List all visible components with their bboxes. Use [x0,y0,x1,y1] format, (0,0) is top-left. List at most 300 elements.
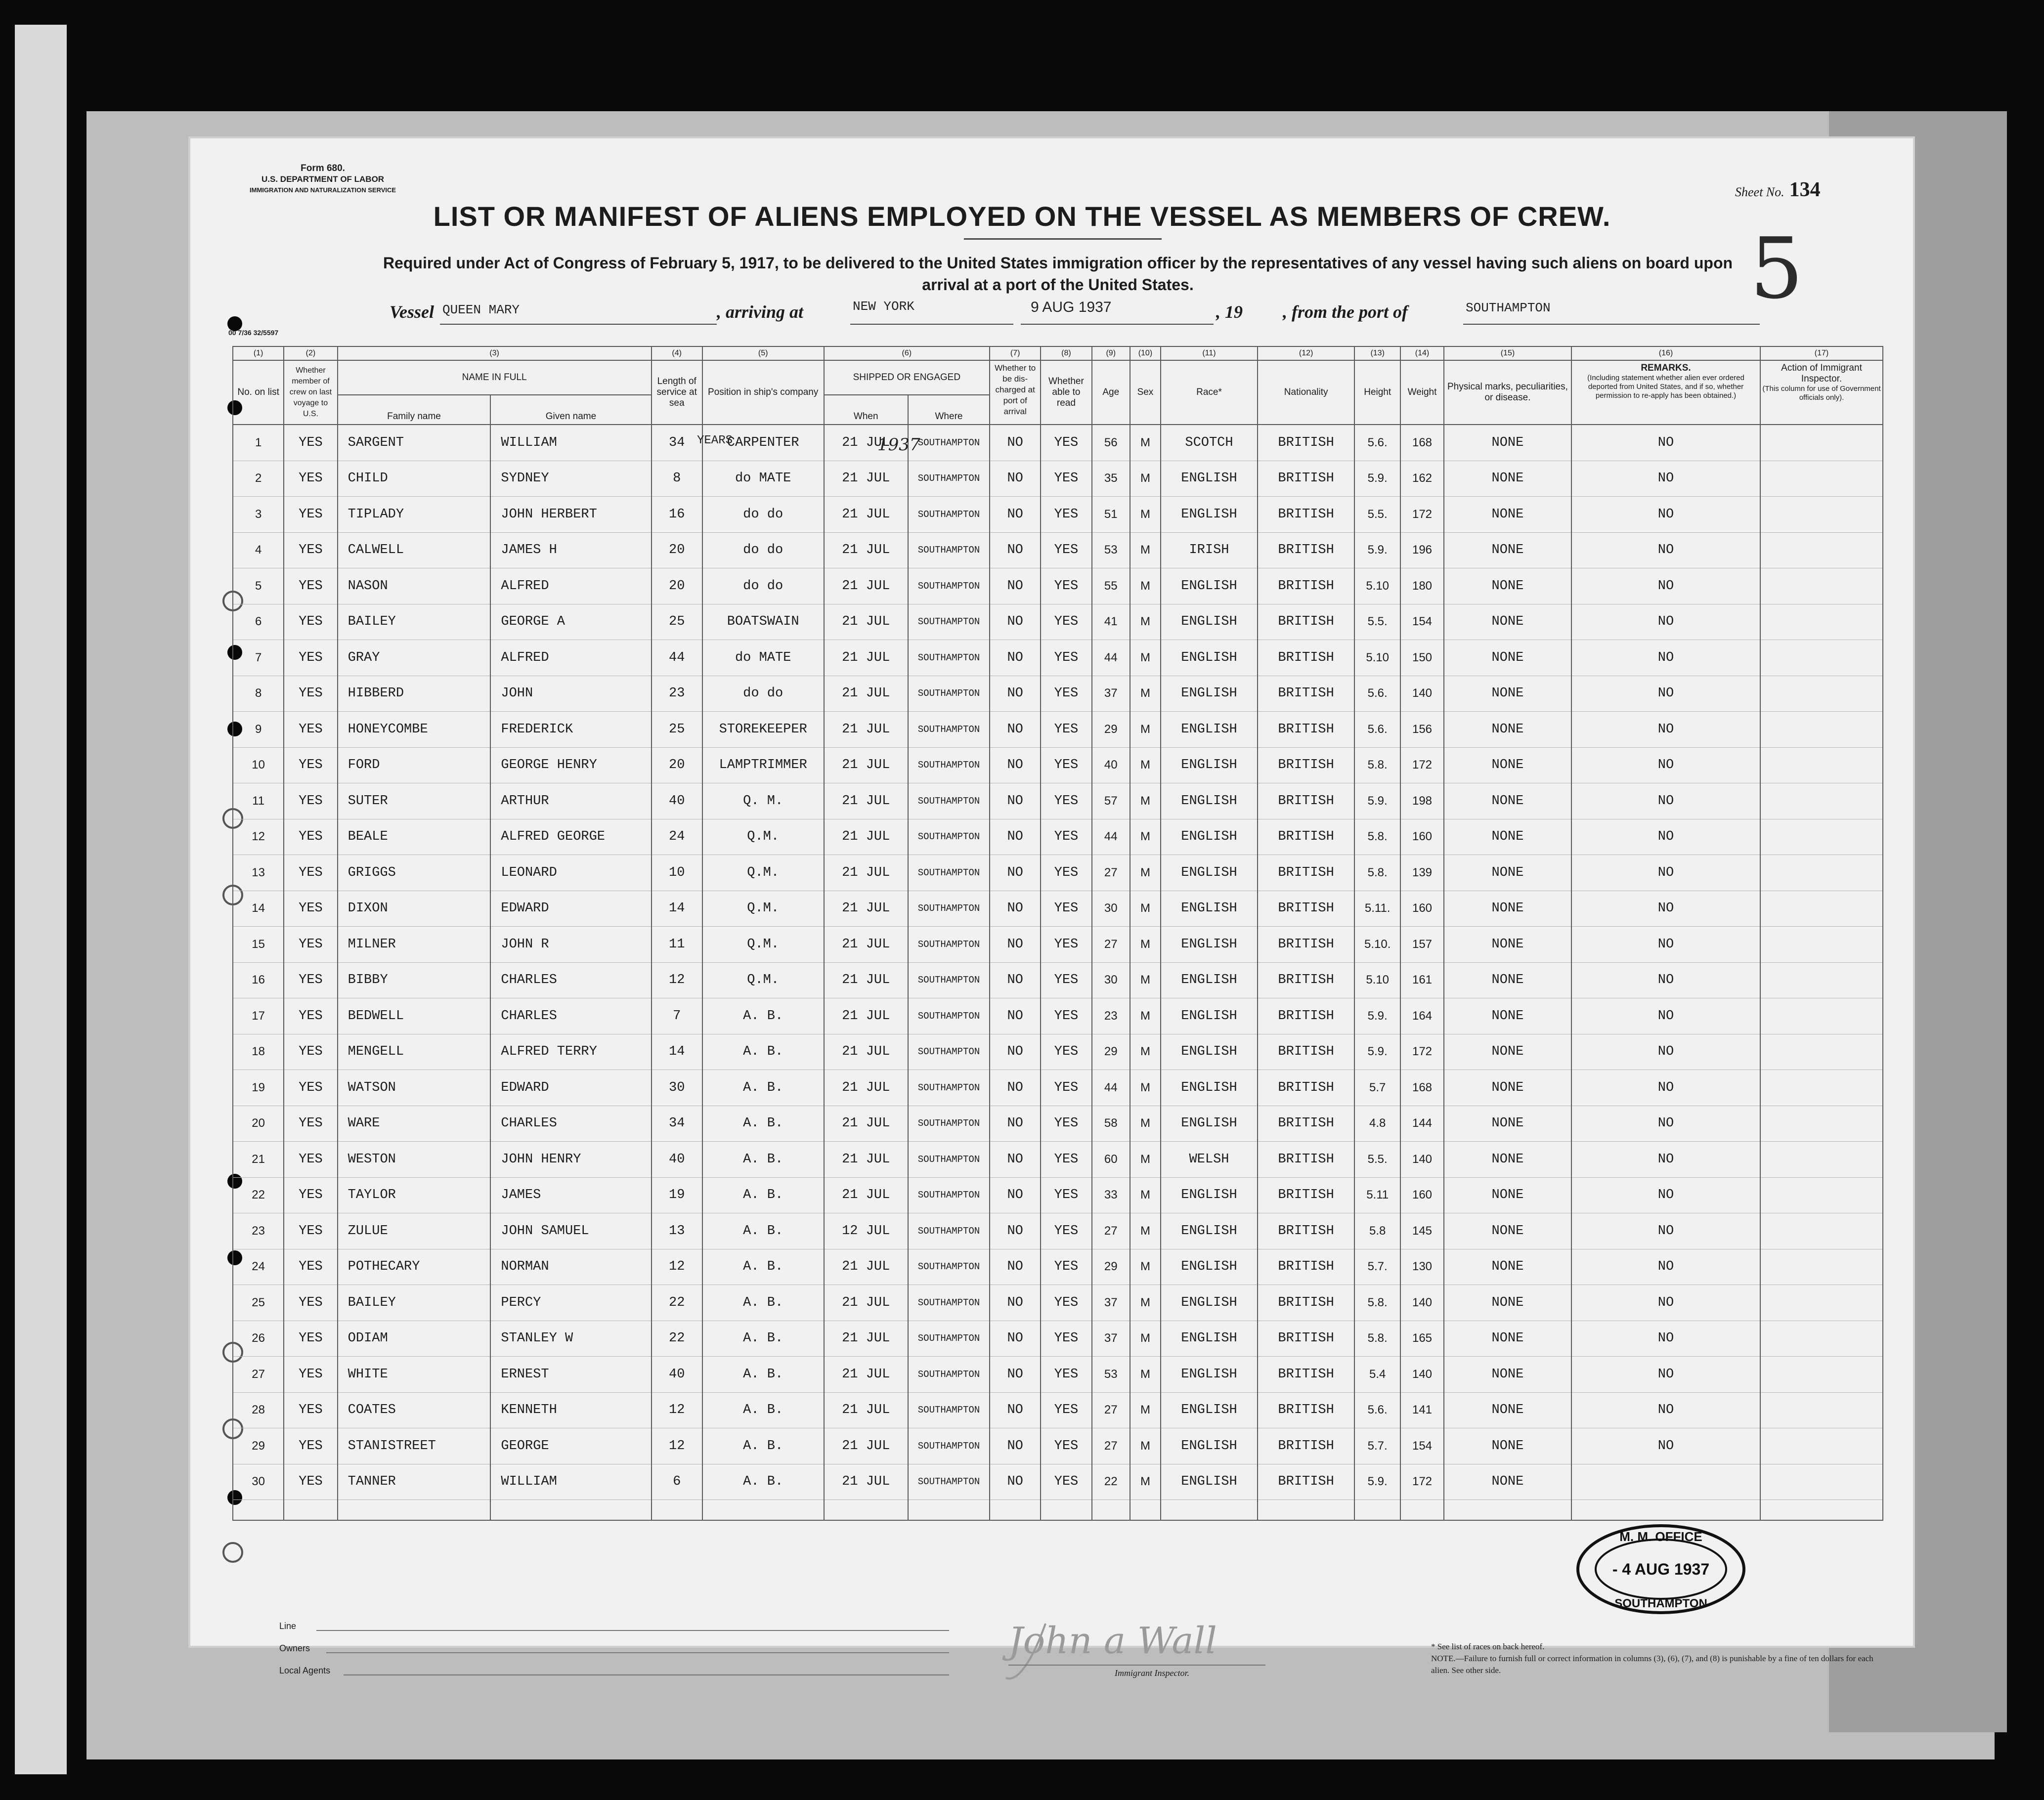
sex-cell: M [1130,604,1161,640]
shipped-where-cell: SOUTHAMPTON [908,1249,990,1285]
weight-cell: 161 [1400,962,1444,998]
sex-cell: M [1130,532,1161,568]
height-cell: 5.8 [1354,1213,1400,1249]
row-number: 13 [233,855,284,891]
shipped-when-cell: 21 JUL [824,962,908,998]
last-voyage-cell: YES [284,1249,337,1285]
action-cell [1760,1213,1883,1249]
discharged-cell: NO [990,1177,1041,1213]
race-cell: ENGLISH [1161,855,1258,891]
given-name-cell: LEONARD [490,855,651,891]
height-cell: 5.9. [1354,783,1400,819]
sex-cell: M [1130,1285,1161,1321]
discharged-cell: NO [990,604,1041,640]
race-cell: ENGLISH [1161,927,1258,963]
sex-cell: M [1130,927,1161,963]
physical-marks-cell: NONE [1444,855,1571,891]
position-cell: Q.M. [702,927,824,963]
shipped-when-cell: 21 JUL [824,819,908,855]
row-number: 12 [233,819,284,855]
age-cell: 27 [1092,927,1130,963]
table-row [233,1285,1883,1321]
colnum-9: (9) [1092,346,1130,360]
service-cell: 25 [652,712,702,748]
shipped-where-cell: SOUTHAMPTON [908,855,990,891]
empty-cell [1400,1500,1444,1521]
header-weight: Weight [1400,360,1444,425]
row-number: 5 [233,568,284,604]
age-cell: 55 [1092,568,1130,604]
given-name-cell: CHARLES [490,1106,651,1142]
discharged-cell: NO [990,676,1041,712]
row-number: 3 [233,497,284,533]
action-cell [1760,461,1883,497]
header-when: When [824,395,908,425]
given-name-cell: EDWARD [490,1070,651,1106]
physical-marks-cell: NONE [1444,1464,1571,1500]
empty-cell [490,1500,651,1521]
action-cell [1760,1177,1883,1213]
age-cell: 29 [1092,712,1130,748]
colnum-11: (11) [1161,346,1258,360]
action-cell [1760,640,1883,676]
table-row [233,568,1883,604]
discharged-cell: NO [990,819,1041,855]
table-row [233,425,1883,461]
column-number-row [233,346,1883,360]
row-number: 11 [233,783,284,819]
position-cell: Q.M. [702,855,824,891]
weight-cell: 140 [1400,676,1444,712]
service-cell: 20 [652,532,702,568]
nationality-cell: BRITISH [1258,1428,1354,1464]
physical-marks-cell: NONE [1444,532,1571,568]
read-cell: YES [1041,891,1091,927]
shipped-where-cell: SOUTHAMPTON [908,461,990,497]
race-cell: ENGLISH [1161,962,1258,998]
nationality-cell: BRITISH [1258,461,1354,497]
family-name-cell: COATES [338,1392,491,1428]
row-number: 7 [233,640,284,676]
colnum-1: (1) [233,346,284,360]
height-cell: 5.6. [1354,676,1400,712]
family-name-cell: FORD [338,747,491,783]
sheet-value: 134 [1789,178,1821,201]
position-cell: Q.M. [702,819,824,855]
nationality-cell: BRITISH [1258,1177,1354,1213]
age-cell: 30 [1092,962,1130,998]
form-number: Form 680. [301,163,345,173]
read-cell: YES [1041,1428,1091,1464]
height-cell: 5.5. [1354,497,1400,533]
discharged-cell: NO [990,497,1041,533]
action-cell [1760,783,1883,819]
nationality-cell: BRITISH [1258,891,1354,927]
table-row [233,891,1883,927]
last-voyage-cell: YES [284,1177,337,1213]
race-cell: ENGLISH [1161,1392,1258,1428]
weight-cell: 150 [1400,640,1444,676]
colnum-15: (15) [1444,346,1571,360]
read-cell: YES [1041,1070,1091,1106]
position-cell: do do [702,676,824,712]
table-row [233,998,1883,1034]
empty-cell [908,1500,990,1521]
row-number: 1 [233,425,284,461]
height-cell: 5.5. [1354,1142,1400,1178]
footer-line-rule [316,1630,949,1631]
height-cell: 5.4 [1354,1357,1400,1393]
weight-cell: 168 [1400,1070,1444,1106]
remarks-cell: NO [1571,1106,1760,1142]
position-cell: BOATSWAIN [702,604,824,640]
age-cell: 53 [1092,532,1130,568]
shipped-where-cell: SOUTHAMPTON [908,927,990,963]
shipped-where-cell: SOUTHAMPTON [908,425,990,461]
shipped-when-cell: 21 JUL [824,1106,908,1142]
discharged-cell: NO [990,1034,1041,1070]
shipped-where-cell: SOUTHAMPTON [908,1285,990,1321]
shipped-where-cell: SOUTHAMPTON [908,1357,990,1393]
position-cell: Q.M. [702,962,824,998]
service-cell: 24 [652,819,702,855]
sex-cell: M [1130,1357,1161,1393]
vessel-label: Vessel [390,302,434,322]
family-name-cell: WARE [338,1106,491,1142]
action-cell [1760,425,1883,461]
sex-cell: M [1130,962,1161,998]
race-cell: ENGLISH [1161,1464,1258,1500]
given-name-cell: JOHN SAMUEL [490,1213,651,1249]
remarks-cell: NO [1571,497,1760,533]
shipped-when-cell: 21 JUL [824,747,908,783]
shipped-when-cell: 21 JUL [824,783,908,819]
given-name-cell: EDWARD [490,891,651,927]
height-cell: 5.11. [1354,891,1400,927]
family-name-cell: HIBBERD [338,676,491,712]
discharged-cell: NO [990,1392,1041,1428]
stamp-top: M. M. OFFICE [1619,1529,1702,1544]
empty-cell [702,1500,824,1521]
age-cell: 44 [1092,819,1130,855]
nationality-cell: BRITISH [1258,962,1354,998]
table-row [233,1357,1883,1393]
last-voyage-cell: YES [284,1106,337,1142]
race-cell: ENGLISH [1161,1428,1258,1464]
sex-cell: M [1130,1106,1161,1142]
colnum-3: (3) [338,346,652,360]
from-label: , from the port of [1283,302,1408,322]
empty-cell [652,1500,702,1521]
colnum-14: (14) [1400,346,1444,360]
note-races: * See list of races on back hereof. [1431,1642,1545,1651]
shipped-where-cell: SOUTHAMPTON [908,819,990,855]
empty-cell [1760,1500,1883,1521]
row-number: 2 [233,461,284,497]
read-cell: YES [1041,1321,1091,1357]
service-cell: 10 [652,855,702,891]
read-cell: YES [1041,962,1091,998]
footer-line-label: Line [279,1621,297,1631]
shipped-where-cell: SOUTHAMPTON [908,1106,990,1142]
row-number: 29 [233,1428,284,1464]
sex-cell: M [1130,1464,1161,1500]
remarks-cell: NO [1571,783,1760,819]
last-voyage-cell: YES [284,497,337,533]
action-cell [1760,998,1883,1034]
action-cell [1760,568,1883,604]
race-cell: ENGLISH [1161,1321,1258,1357]
height-cell: 5.9. [1354,1034,1400,1070]
weight-cell: 141 [1400,1392,1444,1428]
row-number: 4 [233,532,284,568]
action-cell [1760,604,1883,640]
shipped-where-cell: SOUTHAMPTON [908,712,990,748]
sheet-number [1735,178,1821,202]
race-cell: ENGLISH [1161,1034,1258,1070]
colnum-16: (16) [1571,346,1760,360]
position-cell: A. B. [702,1177,824,1213]
physical-marks-cell: NONE [1444,676,1571,712]
physical-marks-cell: NONE [1444,1142,1571,1178]
remarks-cell [1571,1464,1760,1500]
remarks-cell: NO [1571,1249,1760,1285]
weight-cell: 162 [1400,461,1444,497]
nationality-cell: BRITISH [1258,532,1354,568]
family-name-cell: TANNER [338,1464,491,1500]
nationality-cell: BRITISH [1258,712,1354,748]
race-cell: ENGLISH [1161,568,1258,604]
row-number: 17 [233,998,284,1034]
read-cell: YES [1041,1142,1091,1178]
nationality-cell: BRITISH [1258,497,1354,533]
page-title: LIST OR MANIFEST OF ALIENS EMPLOYED ON THE VESSEL AS MEMBERS OF CREW. [433,201,1611,232]
shipped-where-cell: SOUTHAMPTON [908,962,990,998]
arrival-date: 9 AUG 1937 [1031,299,1112,315]
shipped-when-cell: 21 JUL [824,1321,908,1357]
height-cell: 5.10 [1354,568,1400,604]
last-voyage-cell: YES [284,1070,337,1106]
given-name-cell: PERCY [490,1285,651,1321]
crew-rows [233,425,1883,1520]
sex-cell: M [1130,747,1161,783]
header-position: Position in ship's company [702,360,824,425]
service-cell: 44 [652,640,702,676]
shipped-where-cell: SOUTHAMPTON [908,1321,990,1357]
header-discharged: Whether to be dis-charged at port of arrival [990,360,1041,425]
action-cell [1760,1106,1883,1142]
physical-marks-cell: NONE [1444,1177,1571,1213]
shipped-where-cell: SOUTHAMPTON [908,1034,990,1070]
shipped-when-cell: 21 JUL [824,497,908,533]
action-title: Action of Immigrant Inspector. [1781,363,1862,384]
table-row [233,747,1883,783]
position-cell: A. B. [702,1392,824,1428]
table-row [233,1034,1883,1070]
sex-cell: M [1130,497,1161,533]
colnum-10: (10) [1130,346,1161,360]
footer-owners-label: Owners [279,1643,310,1653]
header-race: Race* [1161,360,1258,425]
weight-cell: 196 [1400,532,1444,568]
binder-strip [15,25,67,1774]
remarks-cell: NO [1571,568,1760,604]
row-number: 24 [233,1249,284,1285]
service-cell: 40 [652,1357,702,1393]
position-cell: A. B. [702,1357,824,1393]
header-where: Where [908,395,990,425]
nationality-cell: BRITISH [1258,747,1354,783]
physical-marks-cell: NONE [1444,891,1571,927]
remarks-cell: NO [1571,1142,1760,1178]
sex-cell: M [1130,1428,1161,1464]
service-cell: 34 [652,1106,702,1142]
action-cell [1760,1034,1883,1070]
given-name-cell: JOHN [490,676,651,712]
nationality-cell: BRITISH [1258,819,1354,855]
discharged-cell: NO [990,855,1041,891]
shipped-where-cell: SOUTHAMPTON [908,1070,990,1106]
given-name-cell: CHARLES [490,962,651,998]
read-cell: YES [1041,497,1091,533]
discharged-cell: NO [990,461,1041,497]
age-cell: 37 [1092,1321,1130,1357]
service-cell: 19 [652,1177,702,1213]
handwritten-number: 5 [1750,220,1804,318]
weight-cell: 140 [1400,1357,1444,1393]
nationality-cell: BRITISH [1258,1321,1354,1357]
shipped-where-cell: SOUTHAMPTON [908,1177,990,1213]
position-cell: do do [702,568,824,604]
nationality-cell: BRITISH [1258,1249,1354,1285]
weight-cell: 160 [1400,1177,1444,1213]
service-cell: 8 [652,461,702,497]
given-name-cell: GEORGE [490,1428,651,1464]
read-cell: YES [1041,1464,1091,1500]
race-cell: ENGLISH [1161,747,1258,783]
shipped-where-cell: SOUTHAMPTON [908,783,990,819]
shipped-when-cell: 21 JUL [824,998,908,1034]
discharged-cell: NO [990,891,1041,927]
table-end-row [233,1500,1883,1521]
read-cell: YES [1041,1285,1091,1321]
given-name-cell: JOHN R [490,927,651,963]
empty-cell [338,1500,491,1521]
age-cell: 27 [1092,1428,1130,1464]
physical-marks-cell: NONE [1444,1285,1571,1321]
remarks-cell: NO [1571,425,1760,461]
vessel-name: QUEEN MARY [442,302,520,317]
empty-cell [824,1500,908,1521]
race-cell: IRISH [1161,532,1258,568]
read-cell: YES [1041,425,1091,461]
last-voyage-cell: YES [284,1285,337,1321]
arriving-label: , arriving at [717,302,804,322]
height-cell: 5.10. [1354,927,1400,963]
nationality-cell: BRITISH [1258,998,1354,1034]
last-voyage-cell: YES [284,962,337,998]
sex-cell: M [1130,1249,1161,1285]
position-cell: A. B. [702,1321,824,1357]
table-row [233,962,1883,998]
position-cell: LAMPTRIMMER [702,747,824,783]
height-cell: 5.7. [1354,1249,1400,1285]
discharged-cell: NO [990,1321,1041,1357]
colnum-12: (12) [1258,346,1354,360]
service: IMMIGRATION AND NATURALIZATION SERVICE [250,186,396,194]
shipped-when-cell: 21 JUL [824,1177,908,1213]
nationality-cell: BRITISH [1258,1034,1354,1070]
stamp-bottom: SOUTHAMPTON [1614,1597,1707,1610]
given-name-cell: ALFRED [490,640,651,676]
weight-cell: 172 [1400,497,1444,533]
remarks-title: REMARKS. [1641,363,1691,373]
service-cell: 40 [652,783,702,819]
family-name-cell: WHITE [338,1357,491,1393]
weight-cell: 140 [1400,1285,1444,1321]
position-cell: A. B. [702,1070,824,1106]
height-cell: 5.6. [1354,1392,1400,1428]
row-number: 23 [233,1213,284,1249]
table-row [233,1070,1883,1106]
shipped-when-cell: 21 JUL [824,712,908,748]
height-cell: 5.9. [1354,1464,1400,1500]
signature-text: John a Wall [1008,1620,1217,1662]
row-number: 15 [233,927,284,963]
row-number: 20 [233,1106,284,1142]
shipped-where-cell: SOUTHAMPTON [908,568,990,604]
service-cell: 13 [652,1213,702,1249]
action-cell [1760,962,1883,998]
shipped-when-cell: 21 JUL [824,1428,908,1464]
last-voyage-cell: YES [284,1392,337,1428]
shipped-when-cell: 21 JUL [824,676,908,712]
discharged-cell: NO [990,425,1041,461]
table-row [233,1392,1883,1428]
action-cell [1760,747,1883,783]
height-cell: 5.6. [1354,425,1400,461]
position-cell: CARPENTER [702,425,824,461]
height-cell: 5.7 [1354,1070,1400,1106]
race-cell: ENGLISH [1161,461,1258,497]
height-cell: 4.8 [1354,1106,1400,1142]
position-cell: A. B. [702,1213,824,1249]
last-voyage-cell: YES [284,927,337,963]
row-number: 27 [233,1357,284,1393]
read-cell: YES [1041,819,1091,855]
shipped-when-cell: 21 JUL [824,568,908,604]
form-code: 00 7/36 32/5597 [228,329,279,337]
action-cell [1760,1070,1883,1106]
year-label: , 19 [1216,302,1243,322]
height-cell: 5.5. [1354,604,1400,640]
family-name-cell: BAILEY [338,604,491,640]
physical-marks-cell: NONE [1444,712,1571,748]
remarks-cell: NO [1571,640,1760,676]
weight-cell: 198 [1400,783,1444,819]
action-cell [1760,1142,1883,1178]
empty-cell [1161,1500,1258,1521]
row-number: 30 [233,1464,284,1500]
read-cell: YES [1041,676,1091,712]
sex-cell: M [1130,1142,1161,1178]
age-cell: 23 [1092,998,1130,1034]
sex-cell: M [1130,568,1161,604]
header-remarks [1571,360,1760,425]
age-cell: 27 [1092,855,1130,891]
shipped-when-cell: 21 JUL [824,891,908,927]
service-cell: 20 [652,568,702,604]
